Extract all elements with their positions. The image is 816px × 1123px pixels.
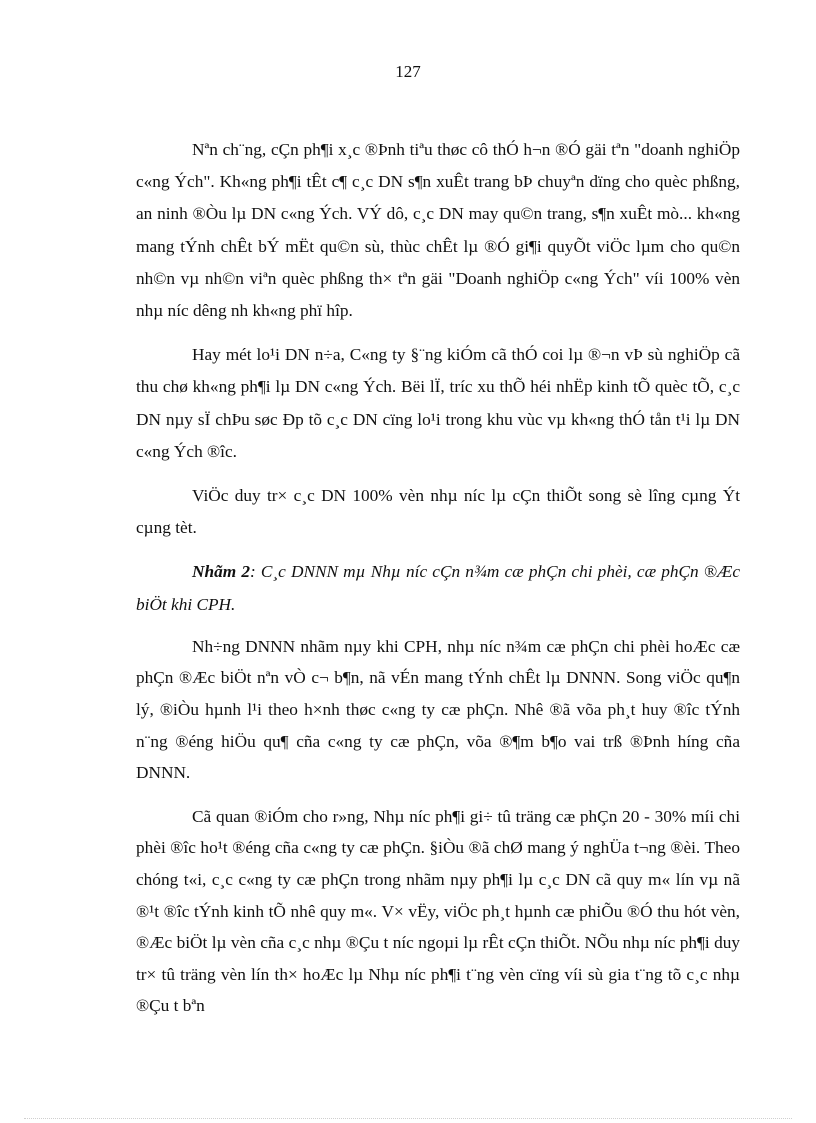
page-bottom-rule: [24, 1118, 792, 1119]
section-heading: [136, 556, 740, 620]
paragraph: ViÖc duy tr× c¸c DN 100% vèn nhµ níc lµ cÇn thiÕt song sè lîng cµng Ýt cµng tèt.: [136, 486, 740, 538]
heading-text: : C¸c DNNN mµ Nhµ níc cÇn n¾m cæ phÇn chi phèi, cæ phÇn ®Æc biÖt khi CPH.: [136, 562, 741, 614]
paragraph: Cã quan ®iÓm cho r»ng, Nhµ níc ph¶i gi÷ tû träng cæ phÇn 20 - 30% míi chi phèi ®îc ho¹t ®éng cña c«ng ty cæ phÇn. §iÒu ®ã chØ mang ý nghÜa t¬ng ®èi. Theo chóng t«i, c¸c c«ng ty cæ phÇn trong nhãm nµy ph¶i lµ c¸c DN cã quy m« lín vµ nã ®¹t ®îc tÝnh kinh tÕ nhê quy m«. V× vËy, viÖc ph¸t hµnh cæ phiÕu ®Ó thu hót vèn, ®Æc biÖt lµ vèn cña c¸c nhµ ®Çu t níc ngoµi lµ rÊt cÇn thiÕt. NÕu nhµ níc ph¶i duy tr× tû träng vèn lín th× hoÆc lµ Nhµ níc ph¶i t¨ng vèn cïng víi sù gia t¨ng tõ c¸c nhµ ®Çu t bªn: [136, 806, 740, 1016]
paragraph: Nªn ch¨ng, cÇn ph¶i x¸c ®Þnh tiªu thøc cô thÓ h¬n ®Ó gäi tªn "doanh nghiÖp c«ng Ých". Kh«ng ph¶i tÊt c¶ c¸c DN s¶n xuÊt trang bÞ chuyªn dïng cho quèc phßng, an ninh ®Òu lµ DN c«ng Ých. VÝ dô, c¸c DN may qu©n trang, s¶n xuÊt mò... kh«ng mang tÝnh chÊt bÝ mËt qu©n sù, thùc chÊt lµ ®Ó gi¶i quyÕt viÖc lµm cho qu©n nh©n vµ nh©n viªn quèc phßng th× tªn gäi "Doanh nghiÖp c«ng Ých" víi 100% vèn nhµ níc dêng nh kh«ng phï hîp.: [136, 140, 740, 321]
document-body: [136, 134, 740, 1034]
page-number: 127: [395, 62, 421, 81]
paragraph: Nh÷ng DNNN nhãm nµy khi CPH, nhµ níc n¾m cæ phÇn chi phèi hoÆc cæ phÇn ®Æc biÖt nªn vÒ c¬ b¶n, nã vÉn mang tÝnh chÊt lµ DNNN. Song viÖc qu¶n lý, ®iÒu hµnh l¹i theo h×nh thøc c«ng ty cæ phÇn. Nhê ®ã võa ph¸t huy ®îc tÝnh n¨ng ®éng hiÖu qu¶ cña c«ng ty cæ phÇn, võa ®¶m b¶o vai trß ®Þnh híng cña DNNN.: [136, 636, 740, 783]
heading-label: Nhãm 2: [192, 562, 250, 582]
paragraph: Hay mét lo¹i DN n÷a, C«ng ty §¨ng kiÓm cã thÓ coi lµ ®¬n vÞ sù nghiÖp cã thu chø kh«ng ph¶i lµ DN c«ng Ých. Bëi lÏ, tríc xu thÕ héi nhËp kinh tÕ quèc tÕ, c¸c DN nµy sÏ chÞu søc Ðp tõ c¸c DN cïng lo¹i trong khu vùc vµ kh«ng thÓ tån t¹i lµ DN c«ng Ých ®îc.: [136, 345, 740, 461]
